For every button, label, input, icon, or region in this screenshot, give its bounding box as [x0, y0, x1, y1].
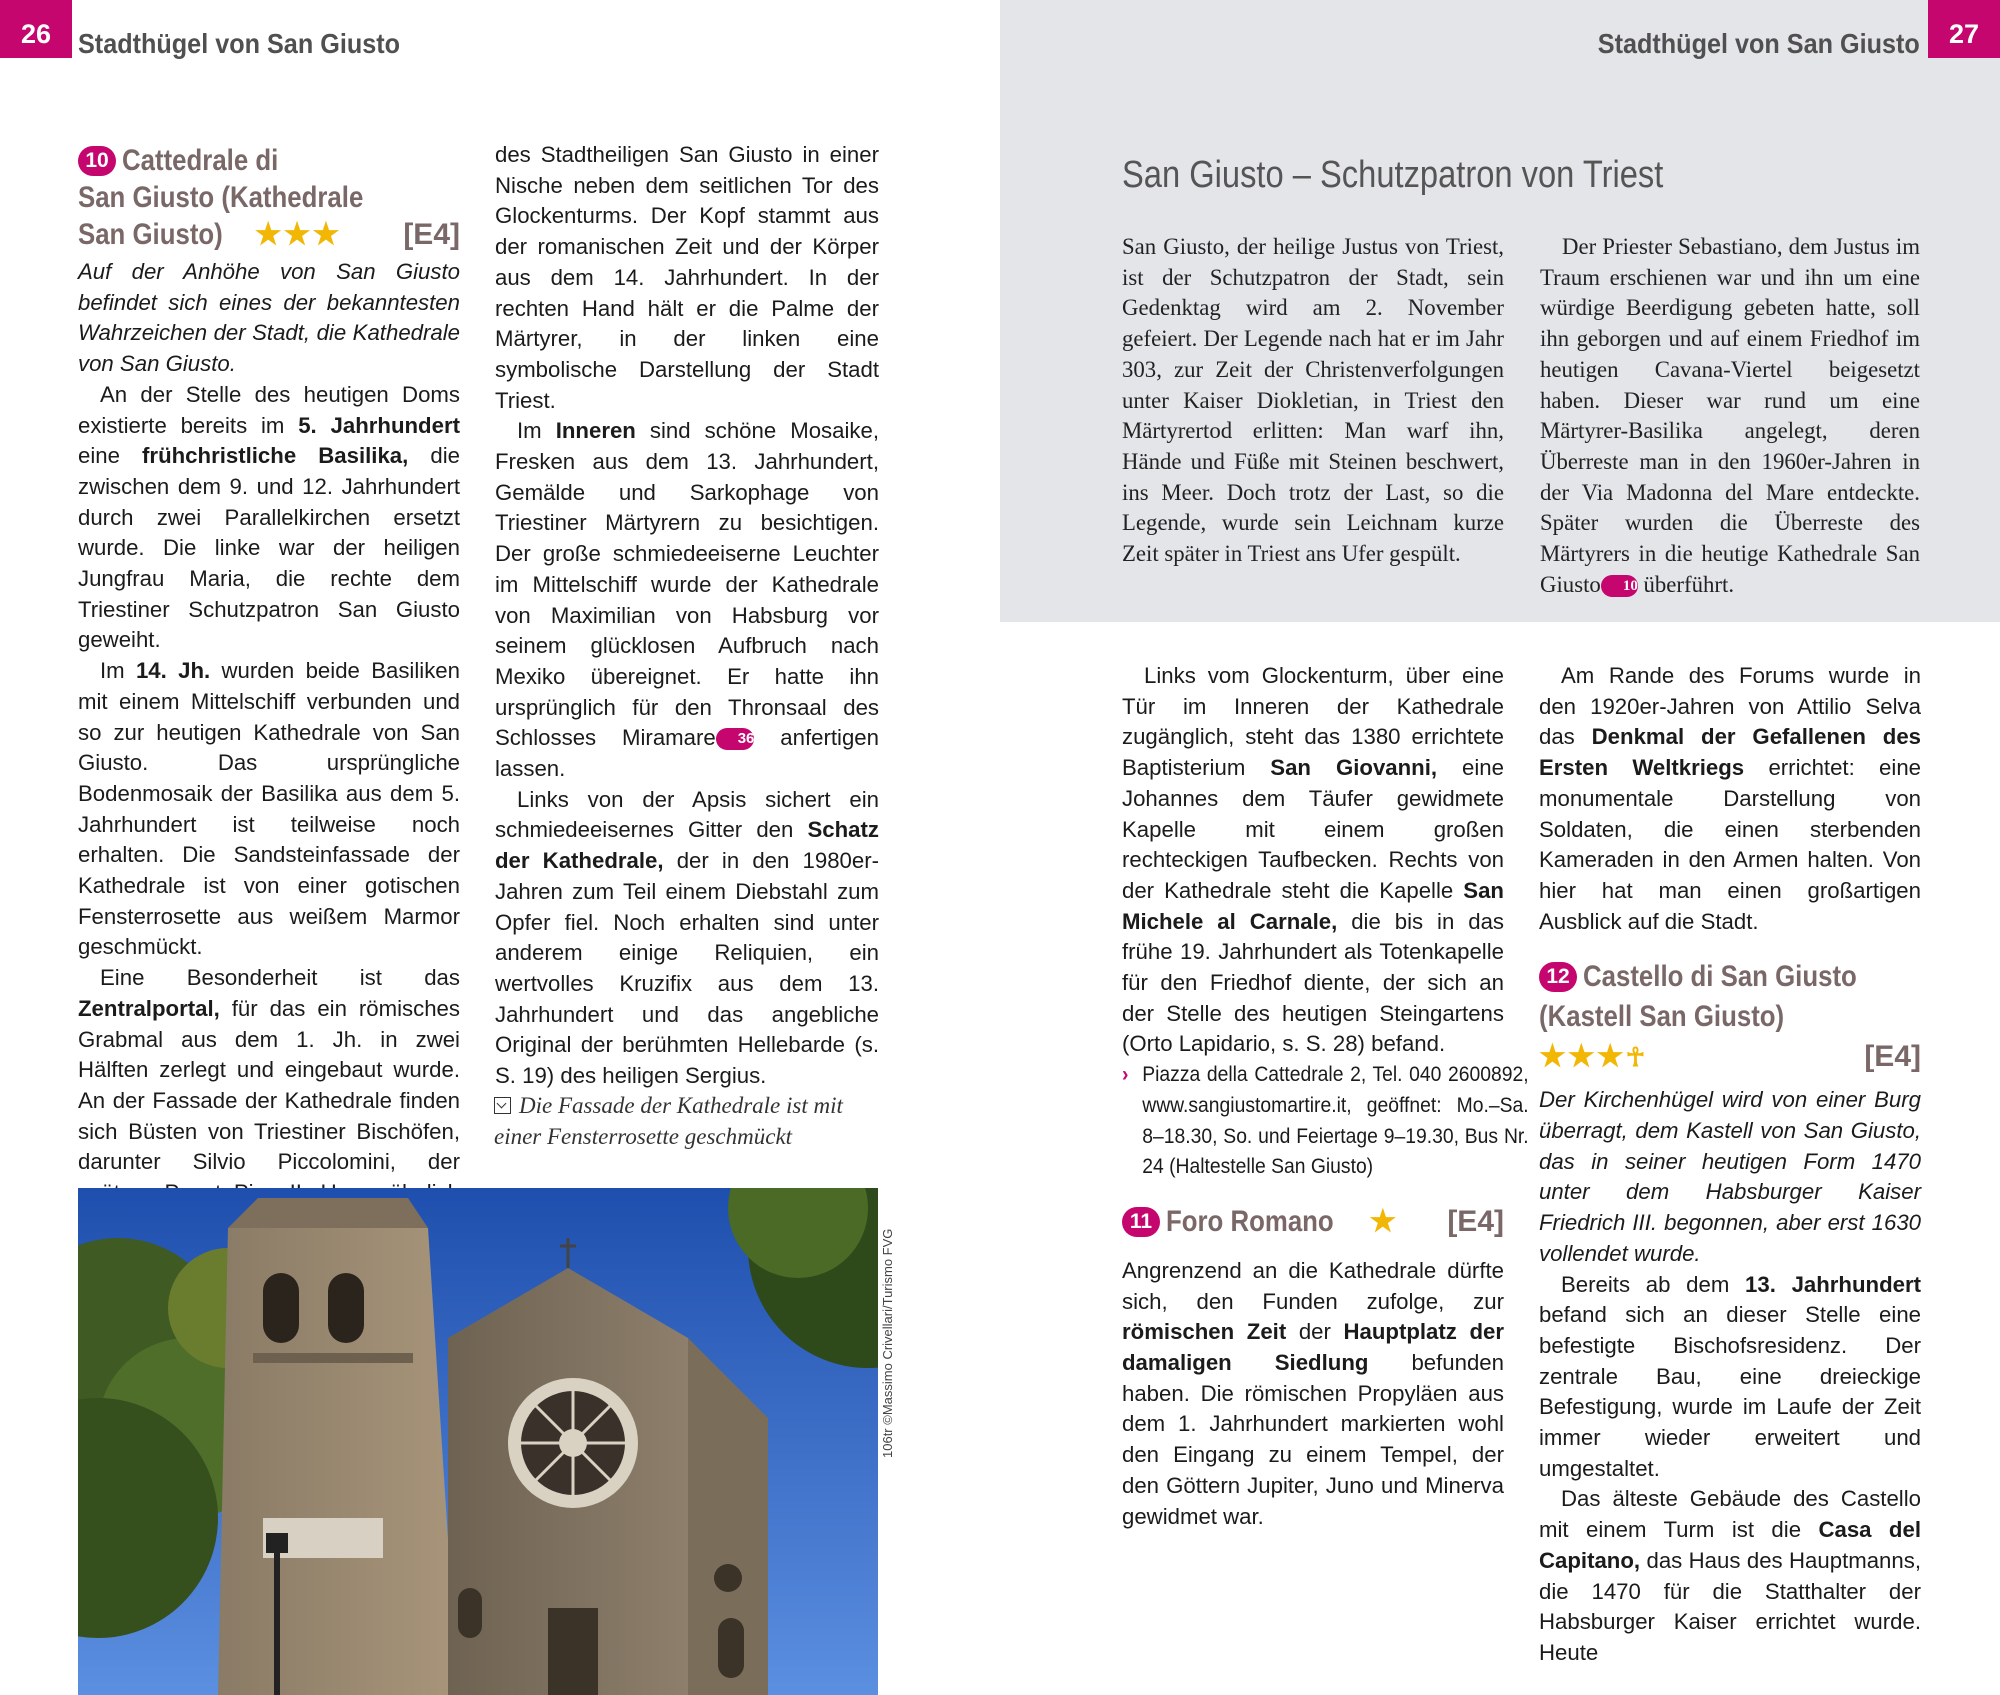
map-grid-reference: [E4] [1447, 1204, 1504, 1238]
chevron-right-icon: › [1122, 1063, 1129, 1087]
sidebar-box-column-2 [1540, 232, 1920, 600]
body-paragraph: Am Rande des Forums wurde in den 1920er-Jahren von Attilio Selva das Denkmal der Gefallenen des Ersten Weltkriegs errichtet: eine monumentale Darstellung von Soldaten, die einen sterbenden Kameraden in den Armen halten. Von hier hat man einen großartigen Ausblick auf die Stadt. [1539, 663, 1921, 934]
left-column-1 [78, 142, 460, 1240]
body-paragraph: Im Inneren sind schöne Mosaike, Fresken aus dem 13. Jahrhundert, Gemälde und Sarkophage von Triestiner Märtyrern zu besichtigen. Der große schmiedeeiserne Leuchter im Mittelschiff wurde der Kathedrale von Maximilian von Habsburg vor seinem glücklosen Aufbruch nach Mexiko übereignet. Er hatte ihn ursprünglich für den Thronsaal des Schlosses Miramare 36 anfertigen lassen. [495, 418, 880, 782]
body-paragraph: An der Stelle des heutigen Doms existierte bereits im 5. Jahrhundert eine frühchristliche Basilika, die zwischen dem 9. und 12. Jahrhundert durch zwei Parallelkirchen ersetzt wurde. Die linke war der heiligen Jungfrau Maria, die rechte dem Triestiner Schutzpatron San Giusto geweiht. [78, 381, 460, 653]
left-page-number: 26 [0, 0, 72, 58]
section-10-heading [78, 142, 460, 253]
sidebar-box-text: San Giusto, der heilige Justus von Triest, ist der Schutzpatron der Stadt, sein Gedenktag wird am 2. November gefeiert. Der Legende nach hat er im Jahr 303, zur Zeit der Christenverfolgungen unter Kaiser Diokletian, in Triest den Märtyrertod erlitten: Man warf ihn, Hände und Füße mit Steinen beschwert, ins Meer. Doch trotz der Last, so die Legende, wurde sein Leichnam kurze Zeit später in Triest ans Ufer gespült. [1122, 234, 1504, 567]
info-block: › Piazza della Cattedrale 2, Tel. 040 2600892, www.sangiustomartire.it, geöffnet: Mo.–Sa. 8–18.30, So. und Feiertage 9–19.30, Bus Nr. 24 (Haltestelle San Giusto) [1122, 1060, 1529, 1183]
section-12-heading [1539, 957, 1921, 1077]
sidebar-box-title: San Giusto – Schutzpatron von Triest [1122, 154, 1664, 196]
right-column-1 [1122, 661, 1529, 1532]
map-grid-reference: [E4] [1864, 1040, 1921, 1074]
poi-reference-badge: 36 [716, 728, 755, 750]
body-paragraph: Links vom Glockenturm, über eine Tür im Inneren der Kathedrale zugänglich, steht das 1380 errichtete Baptisterium San Giovanni, eine Johannes dem Täufer gewidmete Kapelle mit einem großen rechteckigen Taufbecken. Rechts von der Kathedrale steht die Kapelle San Michele al Carnale, die bis in das frühe 19. Jahrhundert als Totenkapelle für den Friedhof diente, der sich an der Stelle des heutigen Steingartens (Orto Lapidario, s. S. 28) befand. [1122, 663, 1504, 1057]
section-11-heading [1122, 1203, 1504, 1240]
section-11-title: Foro Romano [1166, 1204, 1334, 1238]
body-paragraph: Links von der Apsis sichert ein schmiedeeisernes Gitter den Schatz der Kathedrale, der in den 1980er-Jahren zum Teil einem Diebstahl zum Opfer fiel. Noch erhalten sind unter anderem einige Reliquien, ein wertvolles Kruzifix aus dem 13. Jahrhundert und das angebliche Original der berühmten Hellebarde (s. S. 19) des heiligen Sergius. [495, 786, 879, 1089]
map-grid-reference: [E4] [403, 218, 460, 251]
poi-number-badge: 10 [78, 146, 116, 176]
section-10-title-line1: Cattedrale di [122, 144, 279, 177]
photo-arrow-icon [494, 1097, 511, 1114]
poi-number-badge: 11 [1122, 1207, 1160, 1237]
section-12-title-line1: Castello di San Giusto [1583, 960, 1857, 994]
rating-stars: ★ [1369, 1204, 1399, 1238]
photo-credit: 106tr ©Massimo Crivellari/Turismo FVG [880, 1228, 895, 1458]
body-paragraph: des Stadtheiligen San Giusto in einer Nische neben dem seitlichen Tor des Glockenturms. Der Kopf stammt aus der romanischen Zeit und der Körper aus dem 14. Jahrhundert. In der rechten Hand hält er die Palme der Märtyrer, in der linken eine symbolische Darstellung der Stadt Triest. [495, 142, 879, 413]
section-12-intro: Der Kirchenhügel wird von einer Burg überragt, dem Kastell von San Giusto, das in seiner heutigen Form 1470 unter dem Habsburger Kaiser Friedrich III. begonnen, aber erst 1630 vollendet wurde. [1539, 1087, 1921, 1266]
rating-stars: ★★★ [1539, 1040, 1626, 1074]
left-column-2 [495, 140, 879, 1092]
section-12-title-line2: (Kastell San Giusto) [1539, 1000, 1785, 1034]
right-column-2 [1539, 661, 1921, 1669]
person-view-icon: ☥ [1625, 1042, 1646, 1073]
body-paragraph: Im 14. Jh. wurden beide Basiliken mit einem Mittelschiff verbunden und so zur heutigen Kathedrale von San Giusto. Das ursprüngliche Bodenmosaik der Basilika aus dem 5. Jahrhundert ist teilweise noch erhalten. Die Sandsteinfassade der Kathedrale ist von einer gotischen Fensterrosette aus weißem Marmor geschmückt. [78, 658, 460, 960]
rating-stars: ★★★ [254, 218, 342, 251]
section-10-intro: Auf der Anhöhe von San Giusto befindet sich eines der bekanntesten Wahrzeichen der Stadt, die Kathedrale von San Giusto. [78, 259, 460, 377]
cathedral-photo [78, 1188, 878, 1695]
right-running-header: Stadthügel von San Giusto [1597, 28, 1920, 59]
sidebar-box-column-1 [1122, 232, 1504, 570]
left-running-header: Stadthügel von San Giusto [78, 28, 401, 59]
body-paragraph: Bereits ab dem 13. Jahrhundert befand sich an dieser Stelle eine befestigte Bischofsresidenz. Der zentrale Bau, eine dreieckige Befestigung, wurde im Laufe der Zeit immer wieder erweitert und umgestaltet. [1539, 1271, 1922, 1481]
body-paragraph: Eine Besonderheit ist das Zentralportal, für das ein römisches Grabmal aus dem 1. Jh. in zwei Hälften zerlegt und eingebaut wurde. An der Fassade der Kathedrale finden sich Büsten von Triestiner Bischöfen, darunter Silvio Piccolomini, der [78, 965, 460, 1175]
photo-caption: Die Fassade der Kathedrale ist mit einer Fensterrosette geschmückt [494, 1093, 843, 1149]
body-paragraph: Angrenzend an die Kathedrale dürfte sich, den Funden zufolge, zur römischen Zeit der Hauptplatz der damaligen Siedlung befunden haben. Die römischen Propyläen aus dem 1. Jahrhundert markierten wohl den Eingang zu einem Tempel, der den Göttern Jupiter, Juno und Minerva gewidmet war. [1122, 1257, 1504, 1529]
poi-reference-badge: 10 [1601, 575, 1638, 597]
poi-number-badge: 12 [1539, 962, 1577, 992]
section-10-title-line3: San Giusto) [78, 218, 223, 251]
section-10-title-line2: San Giusto (Kathedrale [78, 181, 364, 214]
right-page-number: 27 [1928, 0, 2000, 58]
sidebar-box-text: Der Priester Sebastiano, dem Justus im Traum erschienen war und ihn um eine würdige Beerdigung gebeten hatte, soll ihn geborgen und auf einem Friedhof im heutigen Cavana-Viertel beigesetzt haben. Dieser war rund um eine Märtyrer-Basilika angelegt, deren Überreste man in den 1960er-Jahren in der Via Madonna del Mare entdeckte. Später wurden die Überreste des Märtyrers in die heutige Kathedrale San Giusto 10 überführt. [1540, 234, 1920, 597]
body-paragraph: Das älteste Gebäude des Castello mit einem Turm ist die Casa del Capitano, das Haus des Hauptmanns, die 1470 für die Statthalter der Habsburger Kaiser errichtet wurde. Heute [1539, 1486, 1921, 1665]
